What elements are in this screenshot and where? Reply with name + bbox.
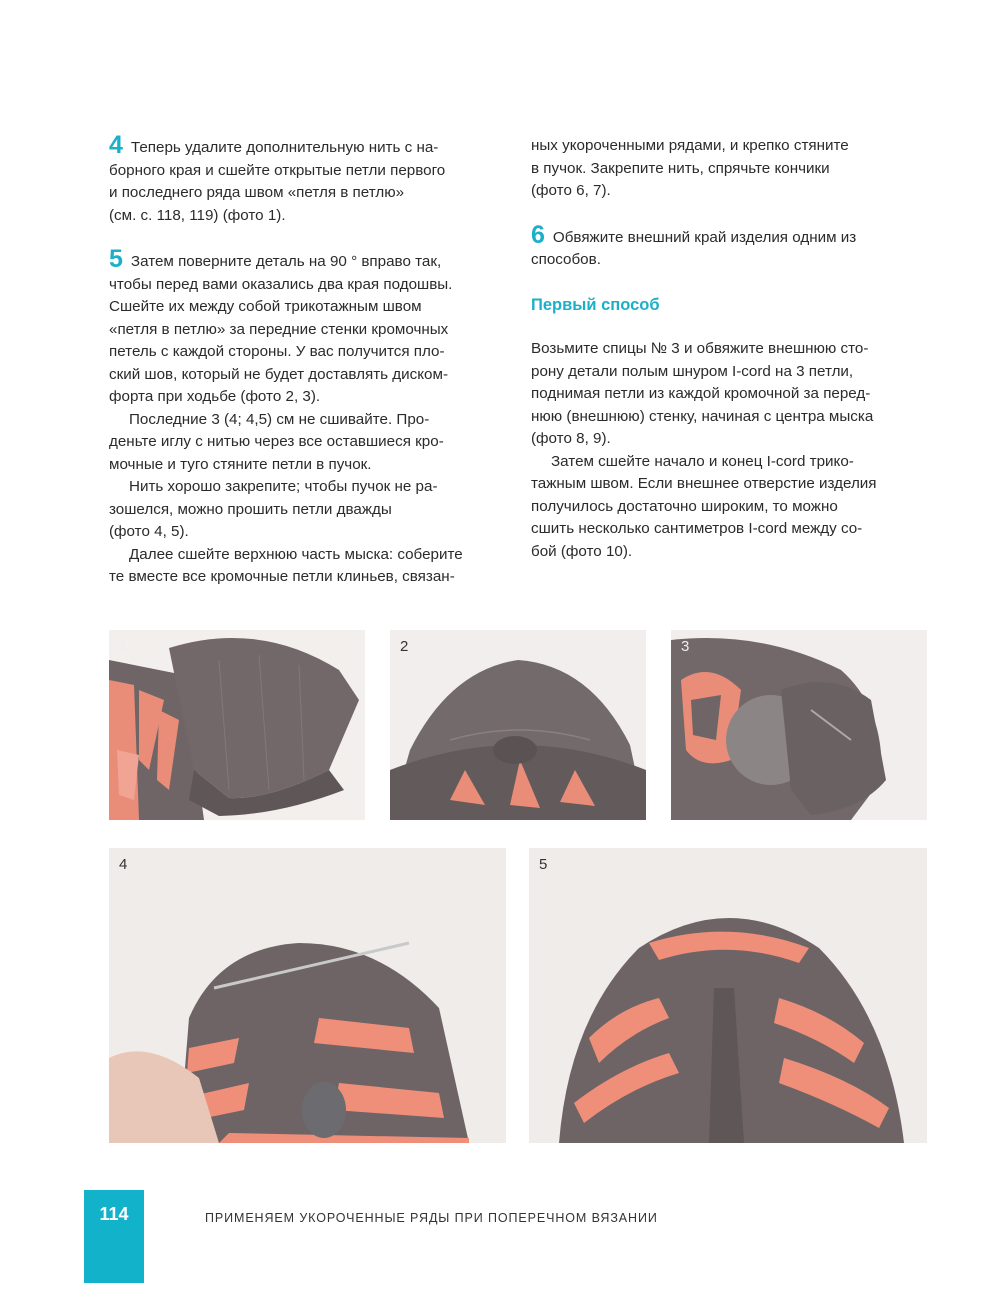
- text-line: Сшейте их между собой трикотажным швом: [109, 298, 422, 315]
- photo-3-label: 3: [681, 638, 690, 655]
- text-line: Обвяжите внешний край изделия одним из: [552, 228, 857, 246]
- step-5-paragraph: [109, 245, 509, 409]
- text-line: петель с каждой стороны. У вас получится пло-: [109, 343, 445, 360]
- text-line: (фото 4, 5).: [109, 523, 189, 540]
- photo-4-label: 4: [119, 856, 128, 873]
- text-line: способов.: [531, 251, 601, 268]
- photo-1: [109, 630, 365, 820]
- step-6-number: 6: [531, 220, 545, 249]
- text-line: сшить несколько сантиметров I-cord между со-: [531, 520, 863, 537]
- text-line: и последнего ряда швом «петля в петлю»: [109, 184, 405, 201]
- photo-4-image: [109, 848, 506, 1143]
- text-line: «петля в петлю» за передние стенки кромочных: [109, 320, 449, 338]
- text-line: бой (фото 10).: [531, 542, 633, 560]
- page-number: 114: [99, 1204, 129, 1224]
- step-5-paragraph-4: [109, 544, 509, 589]
- text-line: рону детали полым шнуром I-cord на 3 петли,: [531, 362, 854, 380]
- step-4-number: 4: [109, 131, 123, 159]
- text-line: зошелся, можно прошить петли дважды: [109, 500, 392, 518]
- text-line: форта при ходьбе (фото 2, 3).: [109, 388, 321, 405]
- photo-3: [671, 630, 927, 820]
- text-line: Нить хорошо закрепите; чтобы пучок не ра-: [129, 478, 438, 495]
- text-line: Затем поверните деталь на 90 ° вправо так,: [130, 253, 442, 270]
- text-line: мочные и туго стяните петли в пучок.: [109, 455, 372, 473]
- step-6-paragraph: [531, 220, 929, 272]
- step-4-paragraph: [109, 131, 509, 227]
- text-line: (см. с. 118, 119) (фото 1).: [109, 206, 286, 224]
- photo-2-image: [390, 630, 646, 820]
- photo-2: [390, 630, 646, 820]
- text-line: чтобы перед вами оказались два края подошвы.: [109, 275, 453, 293]
- step-5-number: 5: [109, 245, 123, 273]
- text-line: Возьмите спицы № 3 и обвяжите внешнюю сто-: [531, 340, 869, 357]
- text-line: (фото 8, 9).: [531, 430, 611, 447]
- photo-4: [109, 848, 506, 1143]
- text-line: тажным швом. Если внешнее отверстие изделия: [531, 475, 877, 492]
- photo-5: [529, 848, 927, 1143]
- text-line: Далее сшейте верхнюю часть мыска: соберите: [129, 545, 463, 563]
- text-line: получилось достаточно широким, то можно: [531, 497, 838, 515]
- page-number-box: [84, 1190, 144, 1283]
- method-1-paragraph: [531, 338, 929, 451]
- photo-5-image: [529, 848, 927, 1143]
- step-5-paragraph-3: [109, 476, 509, 544]
- step-5-paragraph-2: [109, 409, 509, 477]
- text-line: деньте иглу с нитью через все оставшиеся кро-: [109, 433, 444, 450]
- photo-5-label: 5: [539, 856, 548, 873]
- photo-1-image: [109, 630, 365, 820]
- photo-1-label: 1: [119, 638, 128, 655]
- text-line: ский шов, который не будет доставлять диском-: [109, 365, 449, 383]
- text-line: в пучок. Закрепите нить, спрячьте кончики: [531, 159, 830, 177]
- photo-2-label: 2: [400, 638, 409, 655]
- photo-3-image: [671, 630, 927, 820]
- text-line: Теперь удалите дополнительную нить с на-: [130, 139, 439, 156]
- text-line: поднимая петли из каждой кромочной за перед-: [531, 385, 871, 402]
- text-line: (фото 6, 7).: [531, 182, 611, 199]
- left-text-column: [109, 131, 509, 589]
- section-subheading: Первый способ: [531, 295, 660, 314]
- running-title: ПРИМЕНЯЕМ УКОРОЧЕННЫЕ РЯДЫ ПРИ ПОПЕРЕЧНОМ ВЯЗАНИИ: [205, 1211, 658, 1225]
- text-line: нюю (внешнюю) стенку, начиная с центра мыска: [531, 407, 874, 425]
- text-line: борного края и сшейте открытые петли первого: [109, 161, 446, 179]
- continuation-paragraph: [531, 135, 929, 203]
- text-line: ных укороченными рядами, и крепко стяните: [531, 137, 849, 154]
- right-text-column: [531, 135, 929, 563]
- text-line: Затем сшейте начало и конец I-cord трико-: [551, 452, 854, 470]
- text-line: Последние 3 (4; 4,5) см не сшивайте. Про-: [129, 410, 430, 428]
- method-1-paragraph-2: [531, 451, 929, 564]
- text-line: те вместе все кромочные петли клиньев, связан-: [109, 568, 455, 585]
